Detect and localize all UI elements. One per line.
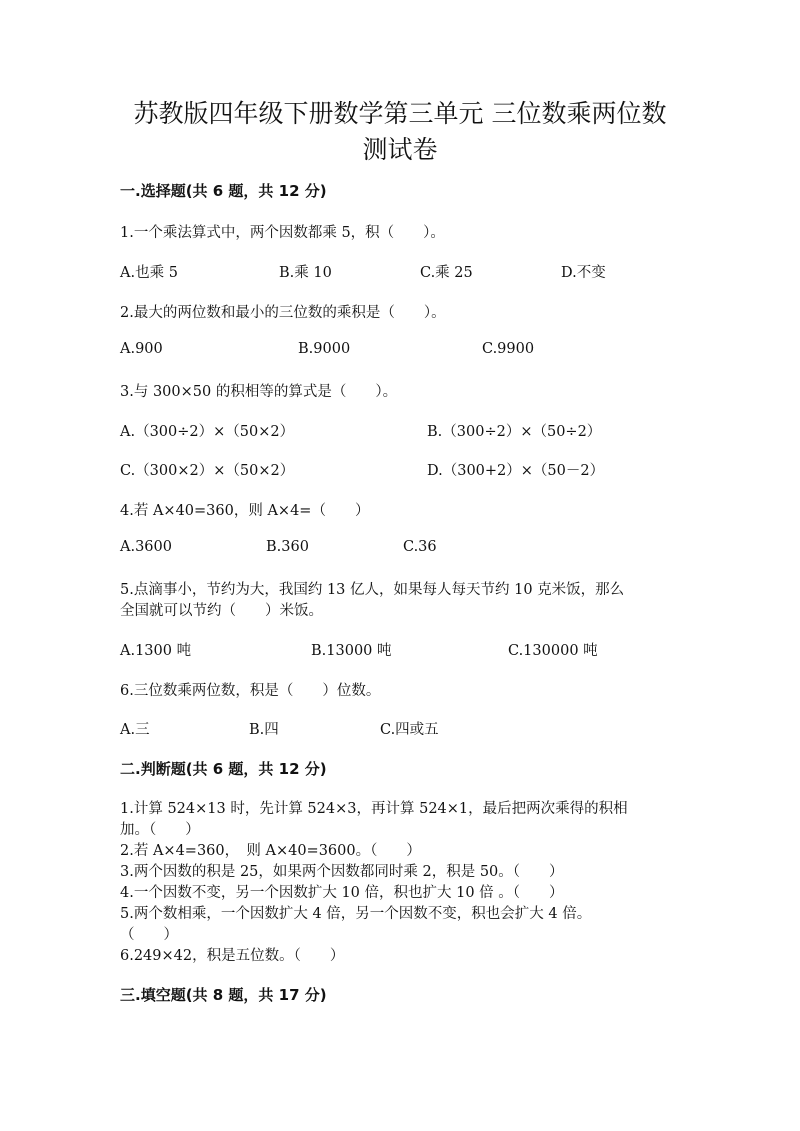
- option-a: A.也乘 5: [120, 265, 178, 281]
- question-stem: 6.三位数乘两位数，积是（ ）位数。: [120, 683, 381, 699]
- option-b: B.360: [266, 539, 309, 555]
- option-a: A.三: [120, 722, 150, 738]
- question-stem: 2.最大的两位数和最小的三位数的乘积是（ ）。: [120, 305, 446, 321]
- option-c: C.（300×2）×（50×2）: [120, 463, 295, 479]
- judge-line: 加。（ ）: [120, 822, 200, 838]
- option-b: B.四: [249, 722, 279, 738]
- option-b: B.乘 10: [279, 265, 332, 281]
- option-d: D.不变: [561, 265, 606, 281]
- doc-title-line1: 苏教版四年级下册数学第三单元 三位数乘两位数: [133, 99, 667, 128]
- question-stem: 5.点滴事小，节约为大，我国约 13 亿人，如果每人每天节约 10 克米饭，那么: [120, 582, 625, 598]
- question-stem: 3.与 300×50 的积相等的算式是（ ）。: [120, 384, 398, 400]
- judge-line: （ ）: [120, 927, 178, 943]
- option-b: B.9000: [298, 341, 351, 357]
- option-a: A.3600: [120, 539, 172, 555]
- option-c: C.9900: [482, 341, 535, 357]
- option-c: C.36: [403, 539, 437, 555]
- section-heading-fill: 三.填空题(共 8 题，共 17 分): [120, 986, 327, 1004]
- question-stem: 1.一个乘法算式中，两个因数都乘 5，积（ ）。: [120, 225, 445, 241]
- judge-line: 5.两个数相乘，一个因数扩大 4 倍，另一个因数不变，积也会扩大 4 倍。: [120, 906, 592, 922]
- judge-line: 6.249×42，积是五位数。（ ）: [120, 948, 345, 964]
- option-a: A.900: [120, 341, 163, 357]
- option-c: C.130000 吨: [508, 643, 598, 659]
- option-b: B.13000 吨: [311, 643, 392, 659]
- option-a: A.（300÷2）×（50×2）: [120, 424, 295, 440]
- section-heading-judge: 二.判断题(共 6 题，共 12 分): [120, 760, 327, 778]
- option-d: D.（300+2）×（50－2）: [427, 463, 605, 479]
- question-stem: 4.若 A×40=360，则 A×4=（ ）: [120, 503, 370, 519]
- option-a: A.1300 吨: [120, 643, 192, 659]
- section-heading-choice: 一.选择题(共 6 题，共 12 分): [120, 182, 327, 200]
- question-stem-cont: 全国就可以节约（ ）米饭。: [120, 603, 323, 619]
- judge-line: 4.一个因数不变，另一个因数扩大 10 倍，积也扩大 10 倍 。（ ）: [120, 885, 564, 901]
- judge-line: 1.计算 524×13 时，先计算 524×3，再计算 524×1，最后把两次乘得的积相: [120, 801, 628, 817]
- judge-line: 2.若 A×4=360， 则 A×40=3600。（ ）: [120, 843, 421, 859]
- option-c: C.乘 25: [420, 265, 473, 281]
- judge-line: 3.两个因数的积是 25，如果两个因数都同时乘 2，积是 50。（ ）: [120, 864, 564, 880]
- option-b: B.（300÷2）×（50÷2）: [427, 424, 602, 440]
- option-c: C.四或五: [380, 722, 439, 738]
- doc-title-line2: 测试卷: [362, 135, 438, 164]
